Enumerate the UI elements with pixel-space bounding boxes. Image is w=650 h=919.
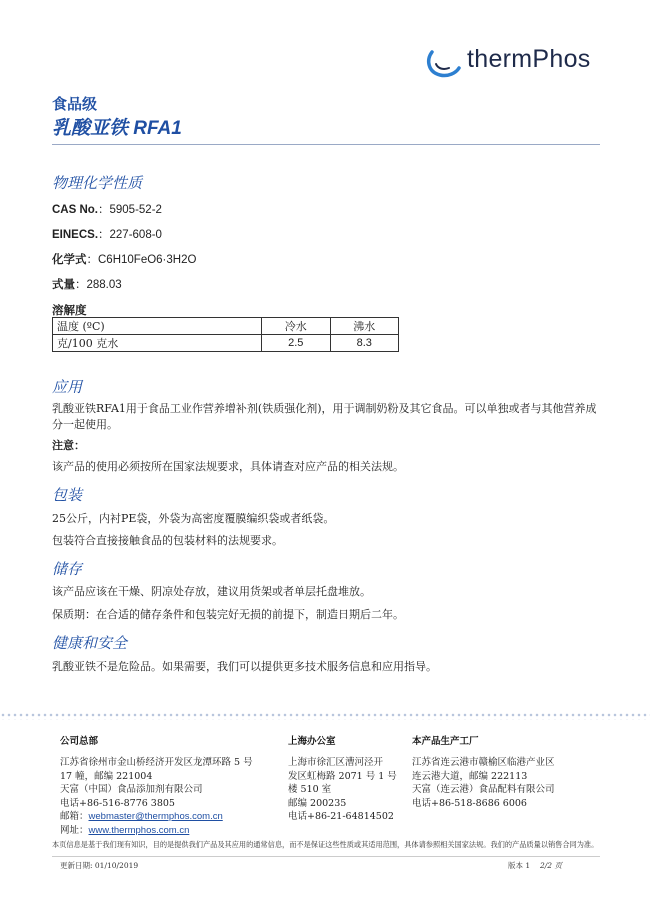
hq-web-label: 网址： <box>60 824 89 836</box>
packaging-line-1: 25公斤，内衬PE袋，外袋为高密度覆膜编织袋或者纸袋。 <box>52 512 335 525</box>
storage-line-1: 该产品应该在干燥、阴凉处存放，建议用货架或者单层托盘堆放。 <box>52 585 371 598</box>
shanghai-title: 上海办公室 <box>288 736 336 747</box>
einecs-value: ：227-608-0 <box>98 229 162 241</box>
cas-label: CAS No. <box>52 204 98 216</box>
safety-text: 乳酸亚铁不是危险品。如果需要，我们可以提供更多技术服务信息和应用指导。 <box>52 660 437 673</box>
storage-line-2: 保质期：在合适的储存条件和包装完好无损的前提下，制造日期后二年。 <box>52 608 404 621</box>
swoosh-logo-icon <box>424 42 462 82</box>
table-header-cell: 冷水 <box>262 318 331 335</box>
formula-label: 化学式 <box>52 254 87 266</box>
einecs-label: EINECS. <box>52 229 99 241</box>
weight-value: ：288.03 <box>75 279 122 291</box>
einecs-line <box>52 226 162 242</box>
application-heading: 应用 <box>52 379 83 396</box>
solubility-table <box>52 317 399 352</box>
thermphos-logo <box>424 42 624 82</box>
storage-heading: 储存 <box>52 561 83 578</box>
table-cell: 8.3 <box>330 335 399 352</box>
footer-dot-band <box>0 712 650 720</box>
plant-title: 本产品生产工厂 <box>412 736 479 747</box>
cas-line <box>52 201 162 217</box>
hq-email-line <box>60 810 280 824</box>
plant-company: 天富（连云港）食品配料有限公司 <box>412 784 555 795</box>
application-text: 乳酸亚铁RFA1用于食品工业作营养增补剂(铁质强化剂)，用于调制奶粉及其它食品。可以单独或者与其他营养成分一起使用。 <box>52 402 597 431</box>
shanghai-phone: 电话+86-21-64814502 <box>288 811 394 822</box>
solubility-label: 溶解度 <box>52 305 87 317</box>
table-row <box>53 335 399 352</box>
plant-address-2: 连云港大道，邮编 222113 <box>412 770 528 782</box>
shanghai-address-3: 楼 510 室 <box>288 784 332 795</box>
version-label: 版本 1 <box>508 861 531 870</box>
formula-value: ：C6H10FeO6·3H2O <box>86 254 197 266</box>
table-header-cell: 温度 (ºC) <box>53 318 262 335</box>
bottom-divider <box>52 856 600 857</box>
formula-line <box>52 251 196 267</box>
properties-heading: 物理化学性质 <box>52 175 143 192</box>
hq-web-link[interactable]: www.thermphos.com.cn <box>88 824 190 836</box>
page-title: 乳酸亚铁 RFA1 <box>52 118 182 139</box>
table-row <box>53 318 399 335</box>
note-colon: ： <box>74 439 85 452</box>
page-number: 2/2 页 <box>540 861 562 870</box>
update-date: 更新日期: 01/10/2019 <box>60 861 139 870</box>
packaging-line-2: 包装符合直接接触食品的包装材料的法规要求。 <box>52 534 283 547</box>
product-grade: 食品级 <box>52 96 98 113</box>
brand-name: thermPhos <box>467 45 591 73</box>
table-cell: 2.5 <box>262 335 331 352</box>
note-label: 注意 <box>52 439 74 452</box>
shanghai-address-1: 上海市徐汇区漕河泾开 <box>288 757 384 768</box>
note-label-line <box>52 438 612 454</box>
table-cell: 克/100 克水 <box>53 335 262 352</box>
hq-email-link[interactable]: webmaster@thermphos.com.cn <box>88 811 223 822</box>
disclaimer-text: 本页信息是基于我们现有知识，目的是提供我们产品及其应用的通常信息，而不是保证这些性质或其适用范围，具体请参照相关国家法规。我们的产品质量以销售合同为准。 <box>52 840 599 849</box>
safety-heading: 健康和安全 <box>52 635 128 652</box>
table-header-cell: 沸水 <box>330 318 399 335</box>
plant-address-1: 江苏省连云港市赣榆区临港产业区 <box>412 757 555 768</box>
hq-web-line <box>60 824 280 838</box>
hq-title: 公司总部 <box>60 736 99 747</box>
weight-line <box>52 276 122 292</box>
footer-hq <box>60 733 280 837</box>
weight-label: 式量 <box>52 279 75 291</box>
plant-phone: 电话+86-518-8686 6006 <box>412 797 527 809</box>
hq-email-label: 邮箱： <box>60 811 89 822</box>
note-text: 该产品的使用必须按所在国家法规要求，具体请查对应产品的相关法规。 <box>52 460 404 473</box>
footer-plant <box>412 733 612 810</box>
cas-value: ：5905-52-2 <box>98 204 162 216</box>
shanghai-zip: 邮编 200235 <box>288 797 347 809</box>
hq-address-1: 江苏省徐州市金山桥经济开发区龙潭环路 5 号 <box>60 757 253 768</box>
shanghai-address-2: 发区虹梅路 2071 号 1 号 <box>288 770 397 782</box>
packaging-heading: 包装 <box>52 487 83 504</box>
hq-company: 天富（中国）食品添加剂有限公司 <box>60 784 203 795</box>
footer-shanghai <box>288 733 408 824</box>
hq-address-2: 17 幢，邮编 221004 <box>60 770 153 782</box>
title-divider <box>52 144 600 145</box>
hq-phone: 电话+86-516-8776 3805 <box>60 797 175 809</box>
